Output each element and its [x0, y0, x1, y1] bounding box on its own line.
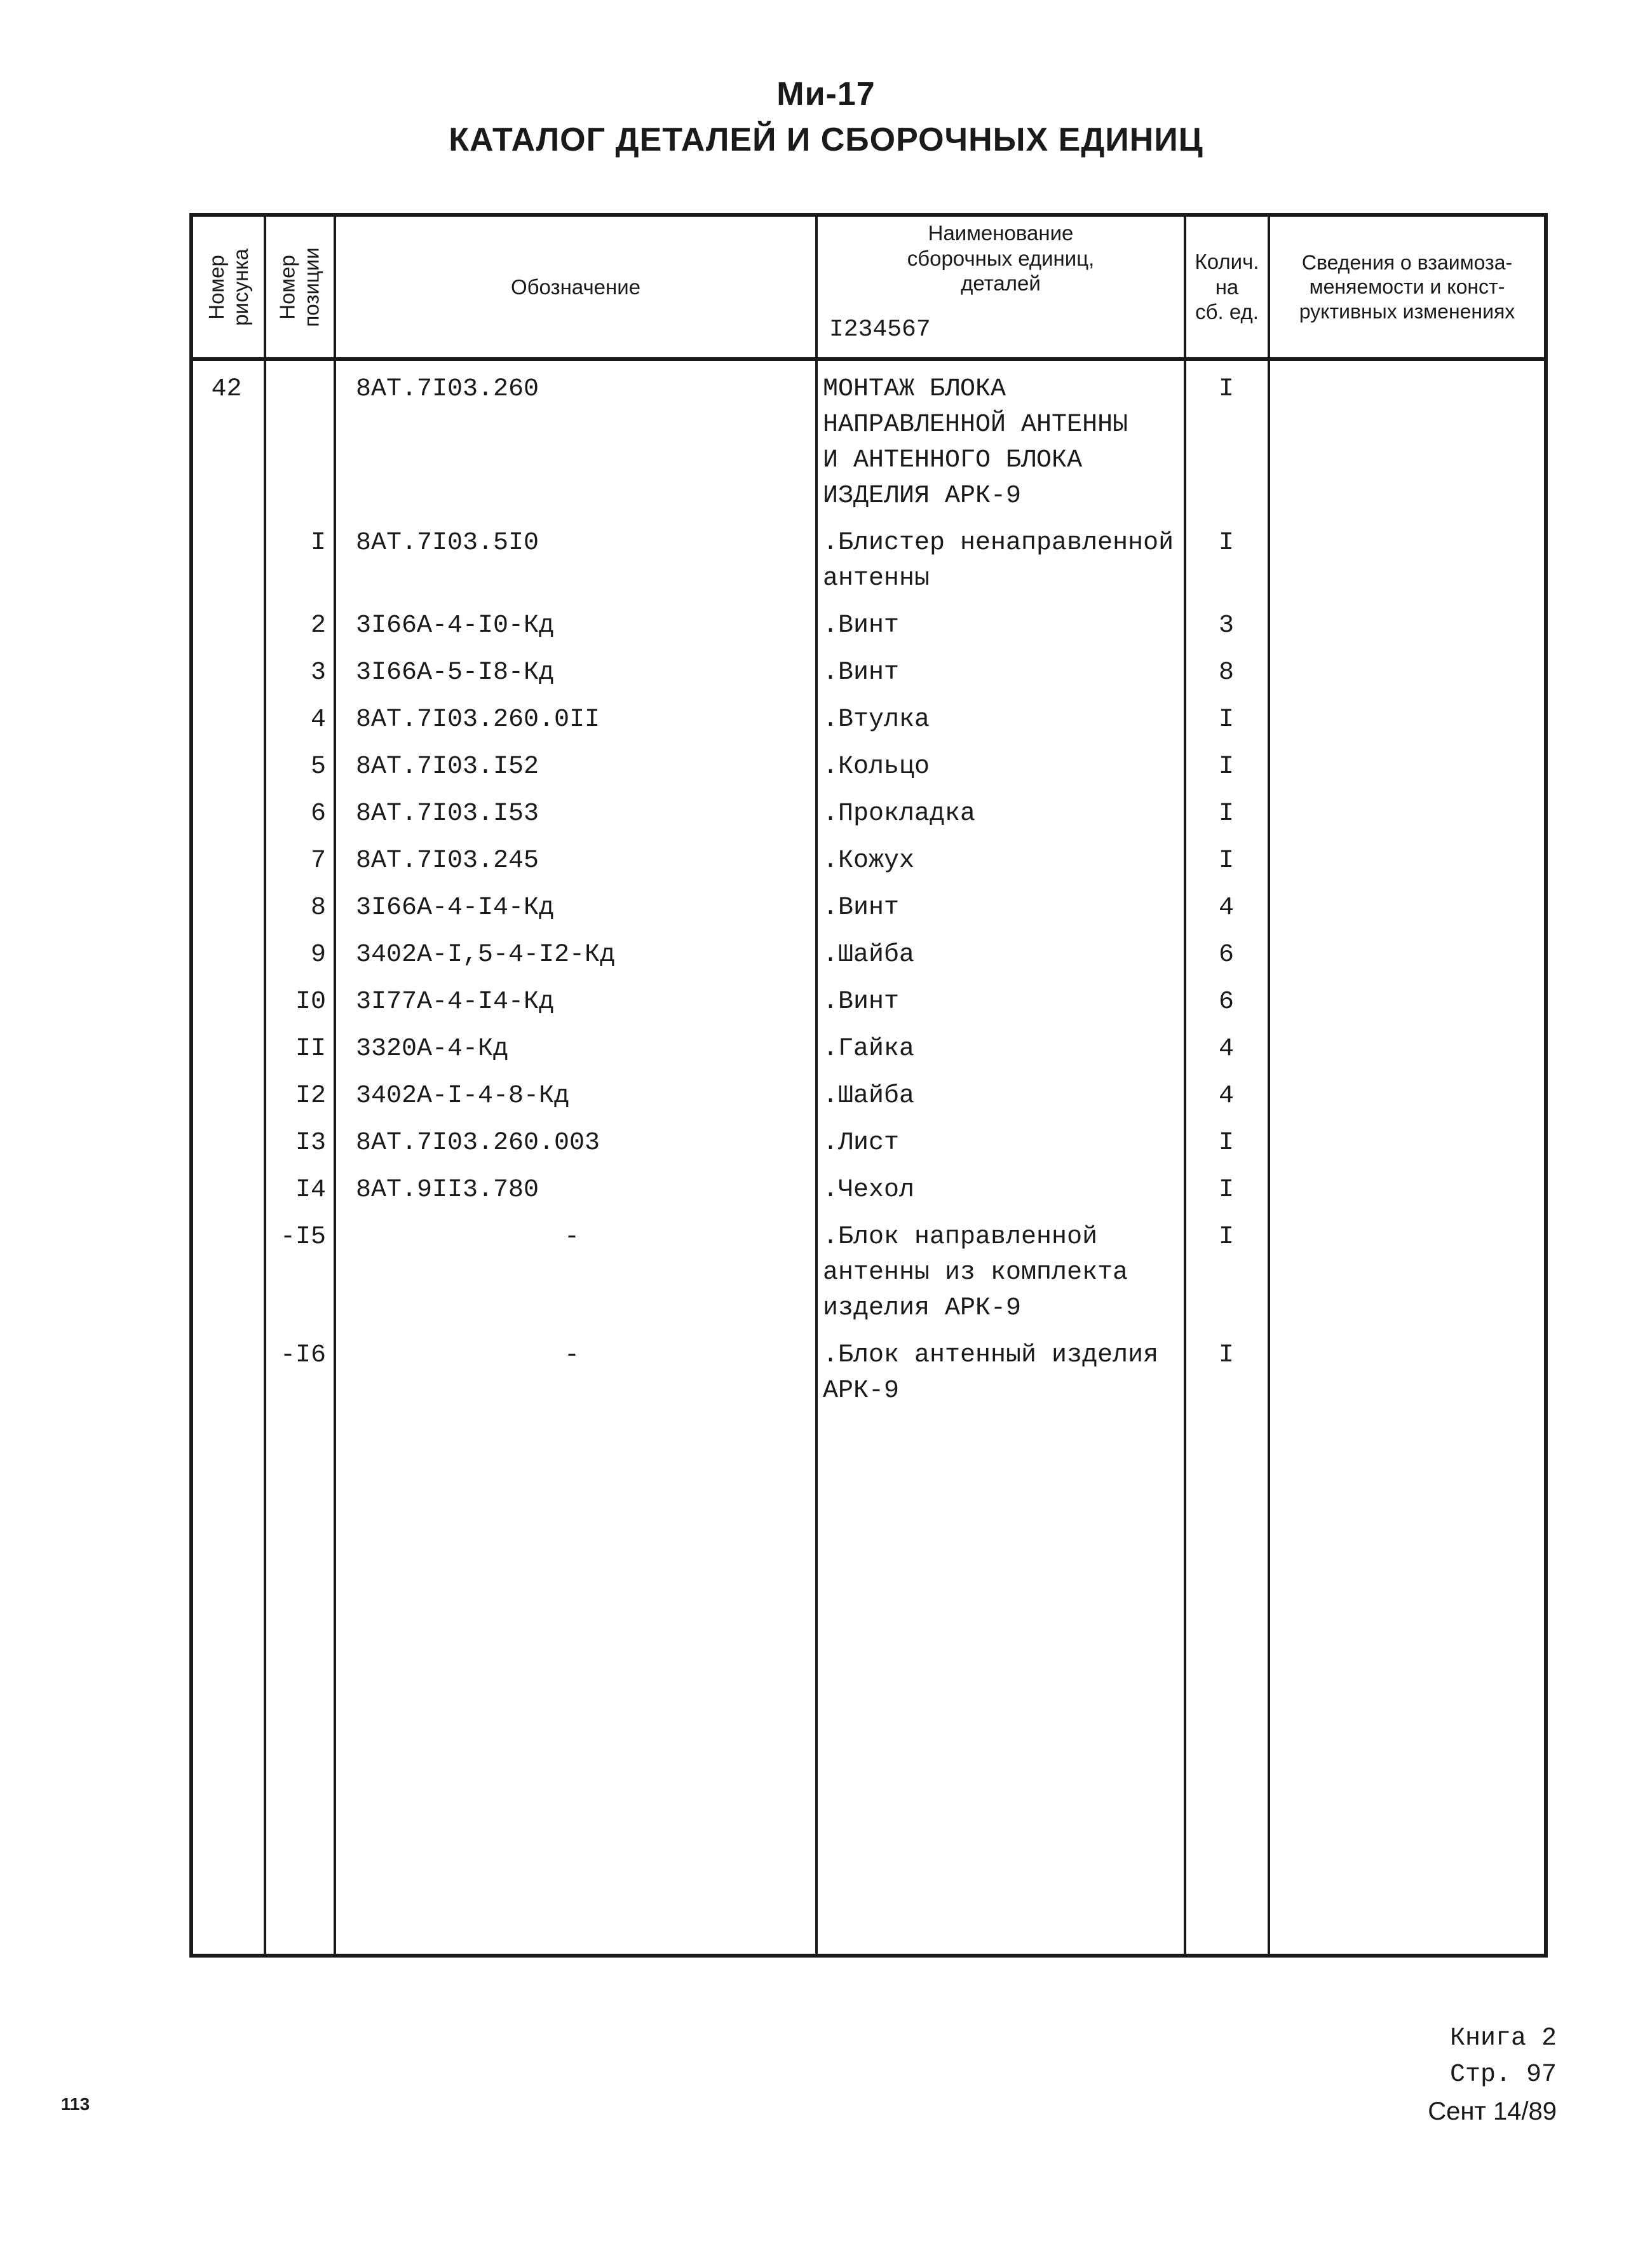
footer-date: Сент 14/89 — [1428, 2097, 1557, 2125]
doc-title: Ми-17 — [776, 76, 876, 112]
col-header-pos: Номер позиции — [276, 247, 323, 327]
cell-pos: 4 — [310, 705, 326, 734]
doc-subtitle: КАТАЛОГ ДЕТАЛЕЙ И СБОРОЧНЫХ ЕДИНИЦ — [449, 121, 1203, 158]
page-number: 113 — [61, 2094, 90, 2114]
col-header-qty: Колич. на сб. ед. — [1195, 250, 1259, 324]
cell-designation: 3320А-4-Кд — [356, 1035, 509, 1063]
cell-designation: 8АТ.7I03.260.0II — [356, 705, 600, 734]
cell-name: .Втулка — [823, 705, 930, 734]
cell-designation: 8АТ.7I03.5I0 — [356, 529, 539, 557]
footer-page: Стр. 97 — [1449, 2061, 1557, 2089]
cell-qty: I — [1218, 1176, 1234, 1204]
cell-qty: 6 — [1218, 988, 1234, 1016]
cell-pos: -I6 — [280, 1341, 326, 1370]
cell-designation: 8АТ.9II3.780 — [356, 1176, 539, 1204]
col-divider — [815, 213, 818, 1958]
col-divider — [334, 213, 336, 1958]
cell-pos: 7 — [310, 847, 326, 875]
cell-name: .Винт — [823, 988, 900, 1016]
cell-pos: I4 — [295, 1176, 326, 1204]
cell-qty: I — [1218, 1129, 1234, 1157]
cell-pos: 8 — [310, 894, 326, 922]
cell-designation: 8АТ.7I03.I53 — [356, 800, 539, 828]
col-header-designation: Обозначение — [510, 275, 641, 299]
cell-pos: 9 — [310, 941, 326, 969]
cell-qty: I — [1218, 375, 1234, 404]
col-divider — [1184, 213, 1186, 1958]
col-header-name: Наименование сборочных единиц, деталей I234567 — [829, 221, 1095, 343]
name-index: I234567 — [829, 315, 931, 343]
cell-name: .Шайба — [823, 1082, 915, 1110]
cell-qty: I — [1218, 753, 1234, 781]
cell-designation: 8АТ.7I03.260 — [356, 375, 539, 404]
cell-name: .Винт — [823, 658, 900, 687]
cell-designation: 8АТ.7I03.I52 — [356, 753, 539, 781]
cell-name: .Винт — [823, 894, 900, 922]
cell-qty: I — [1218, 705, 1234, 734]
cell-name: .Блок антенный изделия АРК-9 — [823, 1341, 1159, 1405]
col-divider — [1268, 213, 1270, 1958]
cell-designation: 3I66А-4-I4-Кд — [356, 894, 555, 922]
cell-qty: I — [1218, 800, 1234, 828]
cell-designation: 3402А-I-4-8-Кд — [356, 1082, 570, 1110]
cell-name: .Кожух — [823, 847, 915, 875]
cell-name: .Винт — [823, 611, 900, 640]
cell-qty: I — [1218, 847, 1234, 875]
cell-qty: 4 — [1218, 1035, 1234, 1063]
cell-fig: 42 — [211, 375, 242, 404]
cell-designation: 3I77А-4-I4-Кд — [356, 988, 555, 1016]
cell-pos: I0 — [295, 988, 326, 1016]
cell-qty: 4 — [1218, 894, 1234, 922]
cell-name: .Лист — [823, 1129, 900, 1157]
cell-pos: I3 — [295, 1129, 326, 1157]
cell-name: МОНТАЖ БЛОКА НАПРАВЛЕННОЙ АНТЕННЫ И АНТЕННОГО БЛОКА ИЗДЕЛИЯ АРК-9 — [823, 375, 1128, 510]
cell-name: .Кольцо — [823, 753, 930, 781]
cell-qty: I — [1218, 529, 1234, 557]
cell-name: .Блок направленной антенны из комплекта изделия АРК-9 — [823, 1223, 1128, 1323]
cell-designation: 3402А-I,5-4-I2-Кд — [356, 941, 616, 969]
cell-pos: I — [310, 529, 326, 557]
cell-name: .Гайка — [823, 1035, 915, 1063]
header-divider — [189, 357, 1548, 361]
cell-qty: 3 — [1218, 611, 1234, 640]
cell-designation: - — [564, 1223, 579, 1251]
cell-qty: 4 — [1218, 1082, 1234, 1110]
cell-qty: 6 — [1218, 941, 1234, 969]
col-header-fig: Номер рисунка — [204, 248, 252, 326]
cell-pos: 6 — [310, 800, 326, 828]
cell-designation: 8АТ.7I03.245 — [356, 847, 539, 875]
cell-pos: II — [295, 1035, 326, 1063]
cell-qty: I — [1218, 1341, 1234, 1370]
cell-designation: 3I66А-4-I0-Кд — [356, 611, 555, 640]
cell-name: .Блистер ненаправленной антенны — [823, 529, 1174, 593]
cell-pos: 5 — [310, 753, 326, 781]
cell-designation: 8АТ.7I03.260.003 — [356, 1129, 600, 1157]
col-header-info: Сведения о взаимоза- меняемости и конст- руктивных изменениях — [1299, 250, 1515, 323]
cell-pos: -I5 — [280, 1223, 326, 1251]
cell-pos: I2 — [295, 1082, 326, 1110]
cell-qty: 8 — [1218, 658, 1234, 687]
cell-pos: 3 — [310, 658, 326, 687]
cell-designation: 3I66А-5-I8-Кд — [356, 658, 555, 687]
cell-designation: - — [564, 1341, 579, 1370]
cell-name: .Чехол — [823, 1176, 915, 1204]
cell-name: .Шайба — [823, 941, 915, 969]
cell-qty: I — [1218, 1223, 1234, 1251]
cell-pos: 2 — [310, 611, 326, 640]
cell-name: .Прокладка — [823, 800, 976, 828]
footer-book: Книга 2 — [1449, 2024, 1557, 2053]
